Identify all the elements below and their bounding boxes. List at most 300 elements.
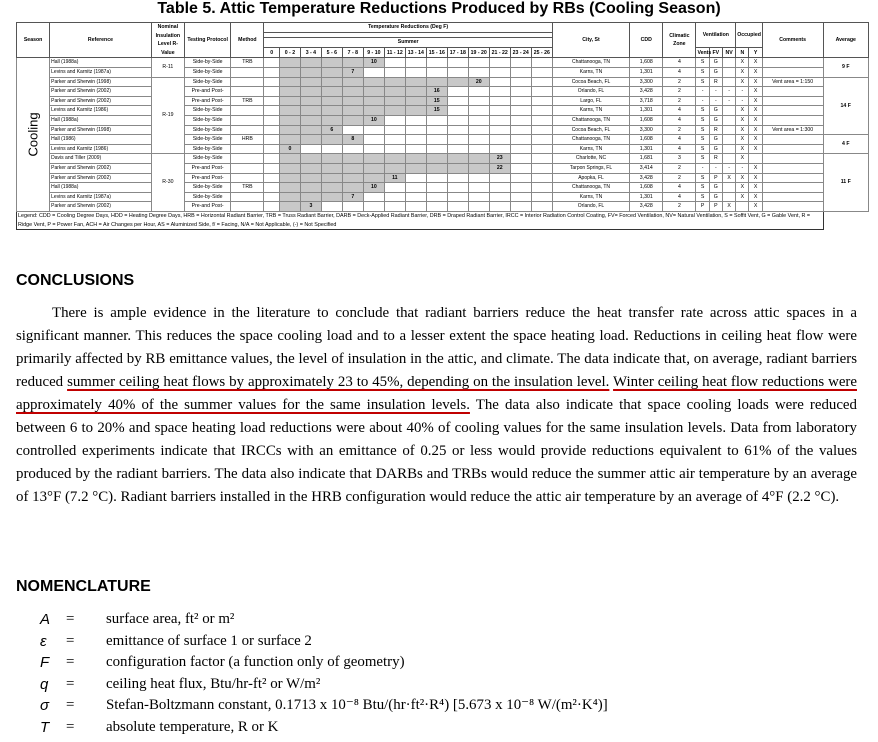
- bin-cell: [447, 125, 468, 135]
- bin-cell: [531, 135, 552, 145]
- bin-cell: [342, 163, 363, 173]
- zone-cell: 4: [663, 144, 696, 154]
- method-cell: [231, 202, 264, 212]
- nomenclature-equals: =: [66, 654, 75, 671]
- bin-cell: [447, 96, 468, 106]
- bin-cell: [300, 87, 321, 97]
- fv-cell: G: [709, 135, 722, 145]
- bin-cell: [384, 87, 405, 97]
- n-cell: X: [736, 125, 749, 135]
- bin-cell: [300, 58, 321, 68]
- reference-cell: Parker and Sherwin (1998): [50, 77, 152, 87]
- reference-cell: Parker and Sherwin (2002): [50, 173, 152, 183]
- y-cell: X: [749, 115, 762, 125]
- protocol-cell: Side-by-Side: [184, 135, 230, 145]
- bin-cell: [531, 192, 552, 202]
- bin-cell: [426, 67, 447, 77]
- cdd-cell: 1,301: [630, 192, 663, 202]
- nomenclature-definition: surface area, ft² or m²: [106, 611, 235, 627]
- bin-cell: [384, 115, 405, 125]
- method-cell: TRB: [231, 183, 264, 193]
- bin-cell: [531, 58, 552, 68]
- city-cell: Apopka, FL: [552, 173, 629, 183]
- bin-cell: [279, 125, 300, 135]
- cdd-cell: 3,718: [630, 96, 663, 106]
- vents-cell: S: [696, 125, 709, 135]
- bin-cell: [363, 125, 384, 135]
- comments-cell: Vent area = 1:150: [762, 77, 823, 87]
- bin-cell: [531, 77, 552, 87]
- bin-cell: [321, 183, 342, 193]
- bin-cell: [300, 135, 321, 145]
- bin-cell: [384, 163, 405, 173]
- method-cell: [231, 163, 264, 173]
- fv-cell: G: [709, 106, 722, 116]
- method-cell: [231, 67, 264, 77]
- bin-cell: [426, 163, 447, 173]
- protocol-cell: Side-by-Side: [184, 192, 230, 202]
- bin-cell: [264, 135, 279, 145]
- bin-cell: [264, 183, 279, 193]
- bin-cell: [363, 106, 384, 116]
- nomenclature-item: [40, 695, 608, 717]
- header-comments: Comments: [762, 23, 823, 58]
- bin-cell: [384, 202, 405, 212]
- comments-cell: [762, 58, 823, 68]
- bin-cell: [342, 173, 363, 183]
- protocol-cell: Side-by-Side: [184, 144, 230, 154]
- nomenclature-symbol: T: [40, 718, 50, 736]
- zone-cell: 2: [663, 87, 696, 97]
- zone-cell: 3: [663, 154, 696, 164]
- bin-cell: [300, 173, 321, 183]
- city-cell: Karns, TN: [552, 192, 629, 202]
- vents-cell: -: [696, 87, 709, 97]
- header-city: City, St: [552, 23, 629, 58]
- bin-cell: [468, 115, 489, 125]
- zone-cell: 4: [663, 135, 696, 145]
- bin-cell: [510, 173, 531, 183]
- bin-cell: [384, 144, 405, 154]
- bin-cell: [264, 77, 279, 87]
- bin-cell: [405, 163, 426, 173]
- nv-cell: [722, 125, 735, 135]
- bin-header: 11 - 12: [384, 48, 405, 58]
- bin-cell: [510, 77, 531, 87]
- bin-cell: [342, 96, 363, 106]
- table-row: [17, 154, 869, 164]
- method-cell: [231, 115, 264, 125]
- average-cell: 11 F: [823, 154, 869, 212]
- bin-cell: [531, 115, 552, 125]
- bin-cell: [468, 125, 489, 135]
- city-cell: Charlotte, NC: [552, 154, 629, 164]
- bin-cell: [264, 202, 279, 212]
- value-cell: 8: [342, 135, 363, 145]
- bin-cell: [300, 67, 321, 77]
- bin-cell: [321, 106, 342, 116]
- nomenclature-item: [40, 609, 608, 631]
- comments-cell: [762, 154, 823, 164]
- fv-cell: R: [709, 154, 722, 164]
- bin-cell: [426, 183, 447, 193]
- city-cell: Orlando, FL: [552, 202, 629, 212]
- nv-cell: [722, 192, 735, 202]
- zone-cell: 4: [663, 67, 696, 77]
- fv-cell: -: [709, 96, 722, 106]
- protocol-cell: Side-by-Side: [184, 183, 230, 193]
- nv-cell: [722, 115, 735, 125]
- value-cell: 22: [489, 163, 510, 173]
- bin-cell: [405, 173, 426, 183]
- comments-cell: [762, 67, 823, 77]
- bin-cell: [321, 163, 342, 173]
- bin-cell: [447, 163, 468, 173]
- vents-cell: S: [696, 144, 709, 154]
- n-cell: X: [736, 192, 749, 202]
- occupied-subheader: N: [736, 48, 749, 58]
- cdd-cell: 1,608: [630, 58, 663, 68]
- bin-cell: [489, 67, 510, 77]
- conclusions-text-1: There is ample evidence in the literature to conclude that radiant barriers reduce the heat transfer rate across attic spaces in a significant manner. This reduces the space cooling load and to a lesser extent the space heating load. Reductions in ceiling heat flow were primarily affected by RB emittance values, the level of insulation in the attic, and climate. The data indicate that, on average, radiant barriers reduced: [16, 305, 857, 390]
- bin-cell: [264, 87, 279, 97]
- nv-cell: [722, 106, 735, 116]
- city-cell: Cocoa Beach, FL: [552, 125, 629, 135]
- bin-cell: [300, 77, 321, 87]
- bin-cell: [363, 135, 384, 145]
- method-cell: TRB: [231, 58, 264, 68]
- bin-cell: [384, 67, 405, 77]
- header-summer: Summer: [264, 38, 552, 48]
- city-cell: Chattanooga, TN: [552, 115, 629, 125]
- bin-cell: [426, 115, 447, 125]
- value-cell: 20: [468, 77, 489, 87]
- bin-cell: [510, 106, 531, 116]
- bin-cell: [489, 192, 510, 202]
- protocol-cell: Side-by-Side: [184, 77, 230, 87]
- method-cell: [231, 87, 264, 97]
- nv-cell: [722, 67, 735, 77]
- bin-header: 0 - 2: [279, 48, 300, 58]
- bin-cell: [489, 58, 510, 68]
- bin-cell: [447, 202, 468, 212]
- bin-cell: [405, 144, 426, 154]
- header-season: Season: [17, 23, 50, 58]
- bin-cell: [468, 96, 489, 106]
- nv-cell: -: [722, 163, 735, 173]
- bin-cell: [342, 202, 363, 212]
- zone-cell: 4: [663, 183, 696, 193]
- bin-header: 0: [264, 48, 279, 58]
- bin-cell: [384, 135, 405, 145]
- cdd-cell: 3,428: [630, 202, 663, 212]
- vents-cell: S: [696, 115, 709, 125]
- bin-cell: [363, 96, 384, 106]
- header-zone: Climatic Zone: [663, 23, 696, 58]
- bin-cell: [264, 58, 279, 68]
- nomenclature-item: [40, 717, 608, 739]
- nomenclature-definition: Stefan-Boltzmann constant, 0.1713 x 10⁻⁸ Btu/(hr·ft²·R⁴) [5.673 x 10⁻⁸ W/(m²·K⁴)]: [106, 697, 608, 714]
- n-cell: X: [736, 154, 749, 164]
- table-row: [17, 183, 869, 193]
- protocol-cell: Pre-and Post-: [184, 163, 230, 173]
- bin-cell: [489, 125, 510, 135]
- zone-cell: 4: [663, 192, 696, 202]
- bin-cell: [468, 173, 489, 183]
- bin-cell: [384, 125, 405, 135]
- bin-cell: [426, 135, 447, 145]
- protocol-cell: Side-by-Side: [184, 115, 230, 125]
- bin-cell: [405, 77, 426, 87]
- n-cell: X: [736, 144, 749, 154]
- fv-cell: G: [709, 58, 722, 68]
- protocol-cell: Side-by-Side: [184, 125, 230, 135]
- bin-cell: [405, 202, 426, 212]
- bin-cell: [510, 87, 531, 97]
- zone-cell: 2: [663, 173, 696, 183]
- bin-cell: [447, 67, 468, 77]
- bin-cell: [279, 173, 300, 183]
- bin-cell: [405, 154, 426, 164]
- y-cell: X: [749, 202, 762, 212]
- bin-cell: [447, 106, 468, 116]
- value-cell: 16: [426, 87, 447, 97]
- fv-cell: R: [709, 77, 722, 87]
- bin-cell: [264, 115, 279, 125]
- zone-cell: 2: [663, 96, 696, 106]
- bin-cell: [426, 77, 447, 87]
- bin-header: 3 - 4: [300, 48, 321, 58]
- bin-cell: [489, 144, 510, 154]
- bin-cell: [321, 96, 342, 106]
- bin-cell: [510, 58, 531, 68]
- bin-cell: [510, 135, 531, 145]
- bin-cell: [363, 173, 384, 183]
- bin-cell: [405, 125, 426, 135]
- bin-header: 7 - 8: [342, 48, 363, 58]
- bin-cell: [279, 202, 300, 212]
- bin-cell: [531, 106, 552, 116]
- bin-cell: [468, 163, 489, 173]
- reference-cell: Levins and Karnitz (1986): [50, 144, 152, 154]
- reference-cell: Levins and Karnitz (1987a): [50, 67, 152, 77]
- bin-cell: [264, 144, 279, 154]
- bin-cell: [531, 144, 552, 154]
- nomenclature-equals: =: [66, 675, 75, 692]
- nv-cell: [722, 183, 735, 193]
- bin-header: 9 - 10: [363, 48, 384, 58]
- bin-cell: [447, 87, 468, 97]
- bin-cell: [384, 77, 405, 87]
- bin-cell: [510, 96, 531, 106]
- reference-cell: Levins and Karnitz (1986): [50, 106, 152, 116]
- bin-cell: [531, 96, 552, 106]
- bin-cell: [426, 58, 447, 68]
- bin-cell: [447, 183, 468, 193]
- cdd-cell: 1,608: [630, 115, 663, 125]
- reference-cell: Hall (1988a): [50, 183, 152, 193]
- bin-header: 13 - 14: [405, 48, 426, 58]
- bin-cell: [468, 87, 489, 97]
- fv-cell: G: [709, 115, 722, 125]
- comments-cell: [762, 183, 823, 193]
- protocol-cell: Side-by-Side: [184, 67, 230, 77]
- n-cell: -: [736, 87, 749, 97]
- average-cell-hrb: 4 F: [823, 135, 869, 154]
- header-method: Method: [231, 23, 264, 58]
- bin-cell: [405, 135, 426, 145]
- table-row: [17, 144, 869, 154]
- bin-cell: [489, 77, 510, 87]
- bin-cell: [510, 67, 531, 77]
- table-row: [17, 125, 869, 135]
- header-insulation: Nominal Insulation Level R-Value: [151, 23, 184, 58]
- bin-cell: [279, 77, 300, 87]
- n-cell: X: [736, 106, 749, 116]
- comments-cell: [762, 135, 823, 145]
- bin-cell: [447, 135, 468, 145]
- bin-cell: [426, 125, 447, 135]
- nv-cell: -: [722, 96, 735, 106]
- table-row: [17, 77, 869, 87]
- bin-cell: [300, 106, 321, 116]
- bin-cell: [279, 135, 300, 145]
- bin-cell: [342, 154, 363, 164]
- vents-cell: S: [696, 173, 709, 183]
- bin-cell: [405, 87, 426, 97]
- bin-cell: [279, 58, 300, 68]
- insulation-cell: R-11: [151, 58, 184, 77]
- n-cell: -: [736, 96, 749, 106]
- bin-cell: [510, 144, 531, 154]
- nomenclature-definition: ceiling heat flux, Btu/hr-ft² or W/m²: [106, 675, 321, 692]
- y-cell: X: [749, 87, 762, 97]
- bin-cell: [279, 183, 300, 193]
- comments-cell: [762, 115, 823, 125]
- vents-cell: S: [696, 58, 709, 68]
- header-occupied: Occupied: [736, 23, 763, 48]
- bin-cell: [531, 87, 552, 97]
- bin-cell: [426, 202, 447, 212]
- city-cell: Chattanooga, TN: [552, 183, 629, 193]
- header-average: Average: [823, 23, 869, 58]
- nomenclature-item: [40, 631, 608, 653]
- bin-cell: [468, 183, 489, 193]
- bin-header: 17 - 18: [447, 48, 468, 58]
- vents-cell: S: [696, 67, 709, 77]
- nv-cell: [722, 144, 735, 154]
- bin-header: 25 - 26: [531, 48, 552, 58]
- bin-cell: [342, 58, 363, 68]
- y-cell: X: [749, 106, 762, 116]
- n-cell: X: [736, 77, 749, 87]
- bin-cell: [300, 183, 321, 193]
- value-cell: 3: [300, 202, 321, 212]
- bin-cell: [342, 87, 363, 97]
- bin-cell: [264, 96, 279, 106]
- header-cdd: CDD: [630, 23, 663, 58]
- zone-cell: 4: [663, 58, 696, 68]
- reference-cell: Parker and Sherwin (2002): [50, 87, 152, 97]
- bin-cell: [264, 192, 279, 202]
- cdd-cell: 1,301: [630, 144, 663, 154]
- protocol-cell: Pre-and Post-: [184, 96, 230, 106]
- bin-cell: [447, 144, 468, 154]
- table-row: [17, 192, 869, 202]
- n-cell: X: [736, 173, 749, 183]
- y-cell: X: [749, 192, 762, 202]
- city-cell: Tarpon Springs, FL: [552, 163, 629, 173]
- bin-cell: [384, 106, 405, 116]
- vents-cell: -: [696, 163, 709, 173]
- bin-cell: [531, 202, 552, 212]
- bin-cell: [342, 125, 363, 135]
- protocol-cell: Pre-and Post-: [184, 87, 230, 97]
- zone-cell: 2: [663, 163, 696, 173]
- bin-cell: [405, 58, 426, 68]
- cdd-cell: 1,301: [630, 67, 663, 77]
- bin-cell: [321, 202, 342, 212]
- bin-cell: [468, 106, 489, 116]
- bin-cell: [363, 192, 384, 202]
- protocol-cell: Pre-and Post-: [184, 202, 230, 212]
- cdd-cell: 1,301: [630, 106, 663, 116]
- city-cell: Chattanooga, TN: [552, 58, 629, 68]
- comments-cell: [762, 144, 823, 154]
- bin-cell: [531, 183, 552, 193]
- n-cell: X: [736, 58, 749, 68]
- bin-cell: [489, 135, 510, 145]
- method-cell: [231, 154, 264, 164]
- bin-cell: [531, 67, 552, 77]
- season-label: Cooling: [17, 58, 50, 212]
- method-cell: TRB: [231, 96, 264, 106]
- table-row: [17, 96, 869, 106]
- nomenclature-equals: =: [66, 632, 75, 649]
- bin-cell: [384, 154, 405, 164]
- bin-header: 5 - 6: [321, 48, 342, 58]
- value-cell: 0: [279, 144, 300, 154]
- bin-cell: [426, 144, 447, 154]
- bin-cell: [510, 183, 531, 193]
- bin-cell: [321, 135, 342, 145]
- fv-cell: G: [709, 144, 722, 154]
- fv-cell: G: [709, 192, 722, 202]
- comments-cell: [762, 202, 823, 212]
- bin-cell: [363, 163, 384, 173]
- bin-cell: [489, 96, 510, 106]
- table-row: [17, 58, 869, 68]
- bin-cell: [321, 87, 342, 97]
- fv-cell: P: [709, 173, 722, 183]
- vents-cell: S: [696, 154, 709, 164]
- value-cell: 10: [363, 115, 384, 125]
- bin-cell: [279, 192, 300, 202]
- n-cell: X: [736, 67, 749, 77]
- comments-cell: Vent area = 1:300: [762, 125, 823, 135]
- insulation-cell: R-19: [151, 77, 184, 154]
- reference-cell: Levins and Karnitz (1987a): [50, 192, 152, 202]
- y-cell: X: [749, 77, 762, 87]
- bin-cell: [510, 154, 531, 164]
- cdd-cell: 1,608: [630, 135, 663, 145]
- y-cell: X: [749, 96, 762, 106]
- value-cell: 23: [489, 154, 510, 164]
- table-title: Table 5. Attic Temperature Reductions Produced by RBs (Cooling Season): [157, 0, 721, 17]
- bin-cell: [468, 202, 489, 212]
- header-reference: Reference: [50, 23, 152, 58]
- value-cell: 11: [384, 173, 405, 183]
